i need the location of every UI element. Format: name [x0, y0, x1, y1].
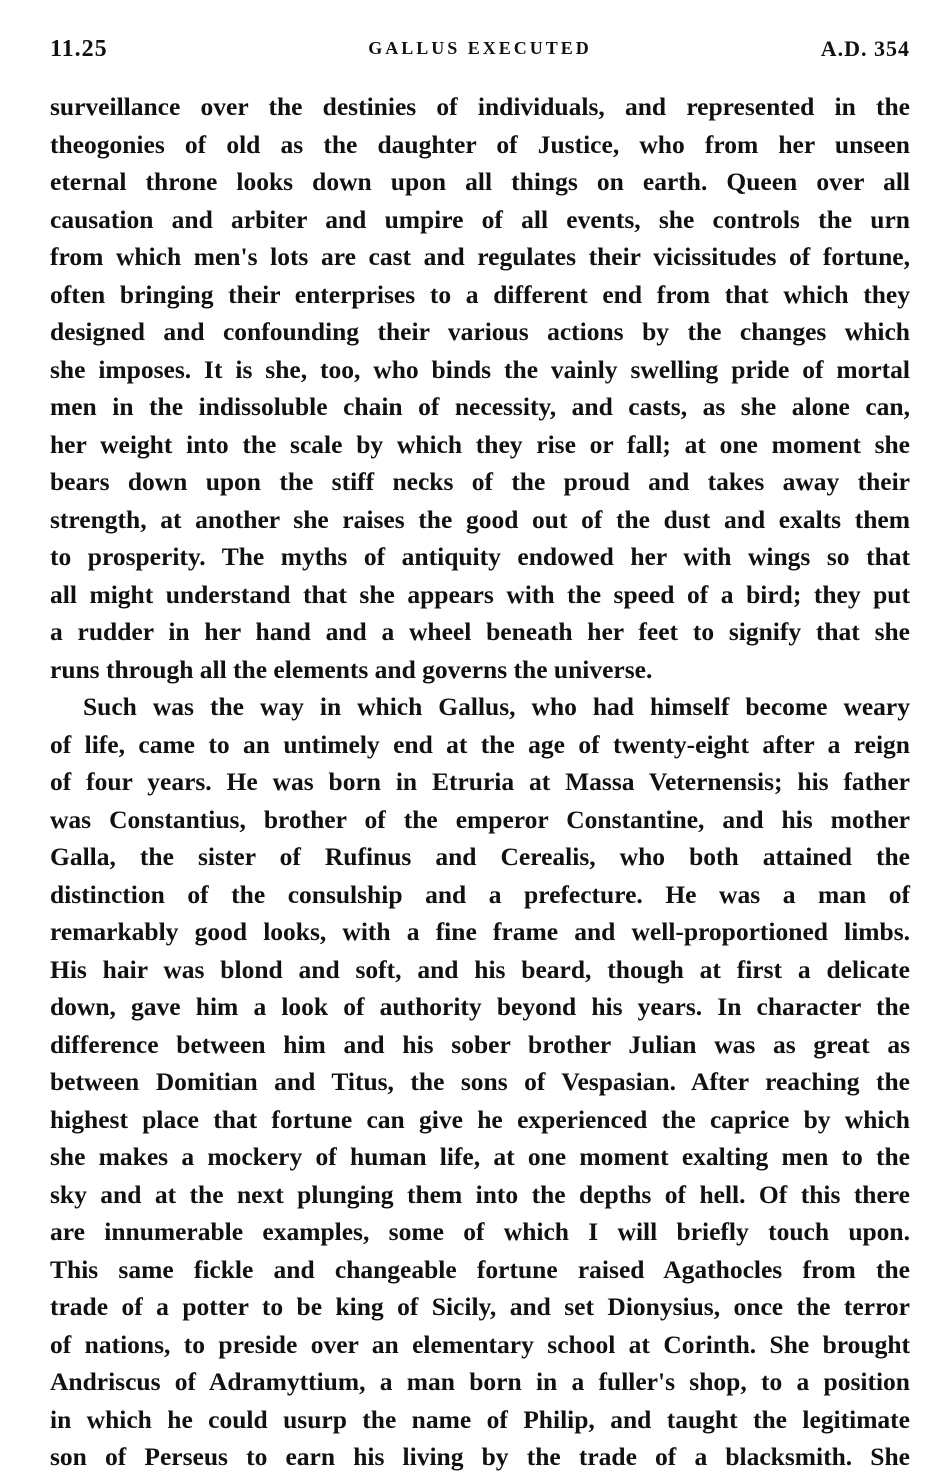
text-line: to prosperity. The myths of antiquity endowed her with wings so that: [50, 542, 910, 571]
text-line: trade of a potter to be king of Sicily, and set Dionysius, once the terror: [50, 1292, 910, 1321]
text-line: down, gave him a look of authority beyond his years. In character the: [50, 992, 910, 1021]
text-line: in which he could usurp the name of Philip, and taught the legitimate: [50, 1404, 910, 1434]
text-line: Andriscus of Adramyttium, a man born in a fuller's shop, to a position: [50, 1367, 910, 1396]
text-line: surveillance over the destinies of individuals, and represented in the: [50, 92, 910, 121]
text-line: of life, came to an untimely end at the age of twenty-eight after a reign: [50, 729, 910, 759]
date-marker: A.D. 354: [820, 36, 910, 61]
text-line: she imposes. It is she, too, who binds the vainly swelling pride of mortal: [50, 354, 910, 384]
text-line: difference between him and his sober brother Julian was as great as: [50, 1029, 910, 1059]
text-line: runs through all the elements and governs the universe.: [50, 654, 653, 684]
text-line: from which men's lots are cast and regulates their vicissitudes of fortune,: [50, 242, 910, 271]
body-text: [50, 88, 910, 1476]
text-line: often bringing their enterprises to a different end from that which they: [50, 279, 910, 309]
text-line: men in the indissoluble chain of necessity, and casts, as she alone can,: [50, 392, 910, 421]
text-line: between Domitian and Titus, the sons of Vespasian. After reaching the: [50, 1067, 910, 1096]
text-line: was Constantius, brother of the emperor Constantine, and his mother: [50, 804, 910, 834]
text-line: of nations, to preside over an elementary school at Corinth. She brought: [50, 1329, 910, 1359]
paragraph-fortune: [50, 88, 910, 688]
text-line: sky and at the next plunging them into the depths of hell. Of this there: [50, 1179, 910, 1209]
text-line: bears down upon the stiff necks of the proud and takes away their: [50, 467, 910, 496]
text-line: His hair was blond and soft, and his beard, though at first a delicate: [50, 954, 910, 984]
text-line: theogonies of old as the daughter of Justice, who from her unseen: [50, 129, 910, 159]
text-line: causation and arbiter and umpire of all events, she controls the urn: [50, 204, 910, 234]
running-title: GALLUS EXECUTED: [368, 38, 592, 58]
text-line: all might understand that she appears with the speed of a bird; they put: [50, 579, 910, 609]
text-line: This same fickle and changeable fortune raised Agathocles from the: [50, 1254, 910, 1284]
text-line: remarkably good looks, with a fine frame and well-proportioned limbs.: [50, 917, 910, 946]
text-line: of four years. He was born in Etruria at Massa Veternensis; his father: [50, 767, 910, 796]
text-line: eternal throne looks down upon all things on earth. Queen over all: [50, 167, 910, 196]
running-head: [50, 36, 910, 66]
text-line: distinction of the consulship and a prefecture. He was a man of: [50, 879, 910, 909]
text-line: son of Perseus to earn his living by the trade of a blacksmith. She: [50, 1442, 910, 1471]
text-line: Galla, the sister of Rufinus and Cerealis, who both attained the: [50, 842, 910, 871]
paragraph-gallus: [50, 688, 910, 1476]
text-line: highest place that fortune can give he experienced the caprice by which: [50, 1104, 910, 1134]
text-line: are innumerable examples, some of which I will briefly touch upon.: [50, 1217, 910, 1246]
text-line: she makes a mockery of human life, at one moment exalting men to the: [50, 1142, 910, 1171]
text-line: a rudder in her hand and a wheel beneath her feet to signify that she: [50, 617, 910, 646]
text-line: strength, at another she raises the good out of the dust and exalts them: [50, 504, 910, 534]
text-line: her weight into the scale by which they rise or fall; at one moment she: [50, 429, 910, 459]
text-line: designed and confounding their various actions by the changes which: [50, 317, 910, 346]
text-line: Such was the way in which Gallus, who had himself become weary: [83, 692, 910, 721]
section-number: 11.25: [50, 36, 108, 62]
